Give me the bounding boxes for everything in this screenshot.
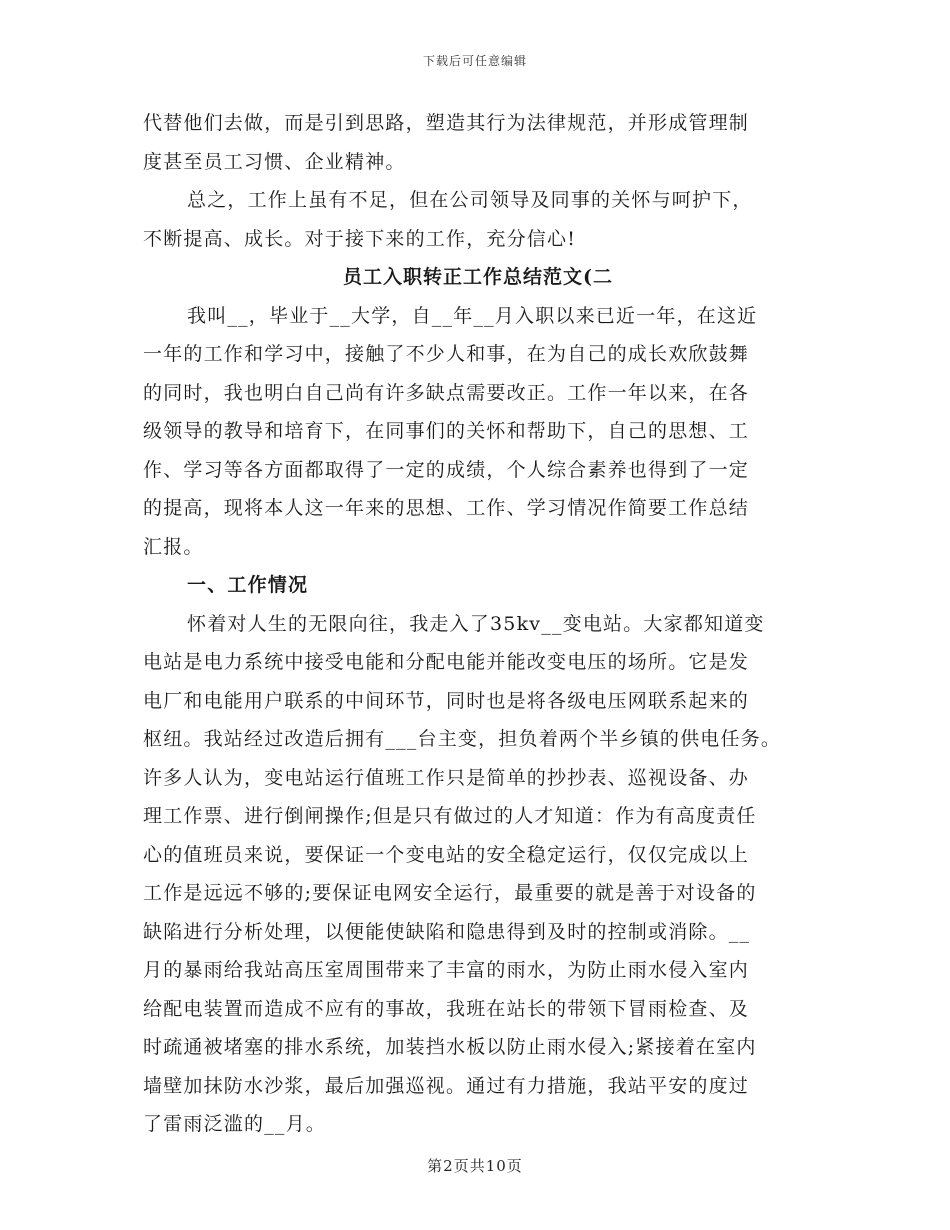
paragraph-line: 不断提高、成长。对于接下来的工作，充分信心! <box>143 227 577 250</box>
paragraph-line: 电站是电力系统中接受电能和分配电能并能改变电压的场所。它是发 <box>143 651 750 673</box>
paragraph-line: 月的暴雨给我站高压室周围带来了丰富的雨水，为防止雨水侵入室内 <box>143 959 750 981</box>
paragraph-line: 的提高，现将本人这一年来的思想、工作、学习情况作简要工作总结 <box>143 497 750 519</box>
paragraph-line: 枢纽。我站经过改造后拥有___台主变，担负着两个半乡镇的供电任务。 <box>143 728 782 750</box>
paragraph-line: 作、学习等各方面都取得了一定的成绩，个人综合素养也得到了一定 <box>143 458 750 481</box>
paragraph-line: 怀着对人生的无限向往，我走入了35kv__变电站。大家都知道变 <box>187 612 765 635</box>
paragraph-line: 电厂和电能用户联系的中间环节，同时也是将各级电压网联系起来的 <box>143 689 750 712</box>
paragraph-line: 缺陷进行分析处理，以便能使缺陷和隐患得到及时的控制或消除。__ <box>143 920 751 943</box>
paragraph-line: 代替他们去做，而是引到思路，塑造其行为法律规范，并形成管理制 <box>143 112 750 134</box>
section-title: 员工入职转正工作总结范文(二 <box>343 266 613 288</box>
paragraph-line: 给配电装置而造成不应有的事故，我班在站长的带领下冒雨检查、及 <box>143 997 750 1020</box>
paragraph-line: 理工作票、进行倒闸操作;但是只有做过的人才知道：作为有高度责任 <box>143 805 757 827</box>
paragraph-line: 的同时，我也明白自己尚有许多缺点需要改正。工作一年以来，在各 <box>143 381 750 404</box>
paragraph-line: 总之，工作上虽有不足，但在公司领导及同事的关怀与呵护下， <box>187 189 753 211</box>
page-number: 第2页共10页 <box>427 1157 523 1175</box>
paragraph-line: 心的值班员来说，要保证一个变电站的安全稳定运行，仅仅完成以上 <box>143 843 750 866</box>
paragraph-line: 工作是远远不够的;要保证电网安全运行，最重要的就是善于对设备的 <box>143 882 757 904</box>
paragraph-line: 许多人认为，变电站运行值班工作只是简单的抄抄表、巡视设备、办 <box>143 766 750 789</box>
paragraph-line: 了雷雨泛滥的__月。 <box>143 1113 327 1135</box>
paragraph-line: 度甚至员工习惯、企业精神。 <box>143 150 406 173</box>
page-header: 下载后可任意编辑 <box>422 54 527 68</box>
paragraph-line: 级领导的教导和培育下，在同事们的关怀和帮助下，自己的思想、工 <box>143 420 750 442</box>
paragraph-line: 汇报。 <box>143 535 204 558</box>
document-body <box>143 104 813 1144</box>
paragraph-line: 我叫__，毕业于__大学，自__年__月入职以来已近一年，在这近 <box>187 304 758 327</box>
paragraph-line: 一年的工作和学习中，接触了不少人和事，在为自己的成长欢欣鼓舞 <box>143 343 750 365</box>
paragraph-line: 时疏通被堵塞的排水系统，加装挡水板以防止雨水侵入;紧接着在室内 <box>143 1036 757 1058</box>
subheading: 一、工作情况 <box>187 574 309 596</box>
paragraph-line: 墙壁加抹防水沙浆，最后加强巡视。通过有力措施，我站平安的度过 <box>143 1074 750 1097</box>
